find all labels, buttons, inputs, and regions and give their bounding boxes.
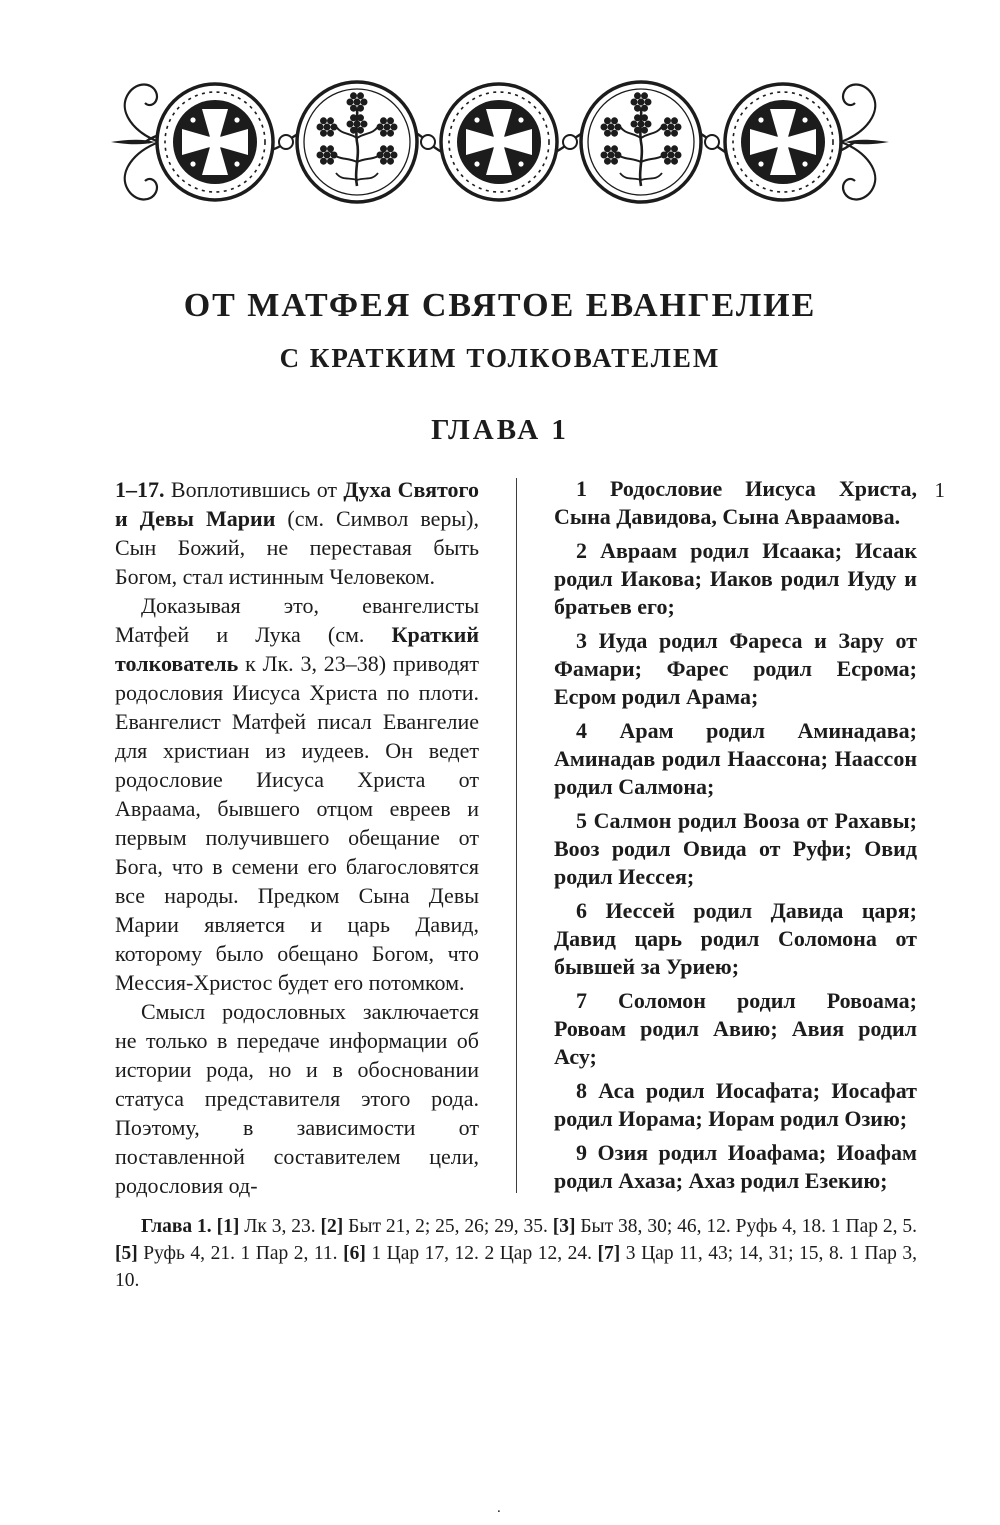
page-bottom-mark: . — [497, 1500, 501, 1516]
verse-text: Арам родил Аминадава; Аминадав родил Наассона; Наассон родил Салмона; — [554, 718, 918, 800]
verse-number: 1 — [576, 476, 587, 502]
commentary-paragraph-1: 1–17. Воплотившись от Духа Святого и Девы Марии (см. Символ веры), Сын Божий, не переставая быть Богом, стал истинным Человеком. — [115, 477, 479, 590]
header-ornament — [105, 56, 895, 228]
verse-7 — [554, 987, 917, 1071]
verse-number: 6 — [576, 898, 587, 924]
verse-text: Аса родил Иосафата; Иосафат родил Иорама; Иорам родил Озию; — [554, 1078, 917, 1132]
verse-text: Авраам родил Исаака; Исаак родил Иакова; Иаков родил Иуду и братьев его; — [554, 538, 917, 620]
verse-text: Иессей родил Давида царя; Давид царь родил Соломона от бывшей за Уриею; — [554, 898, 918, 980]
verse-3 — [554, 627, 917, 711]
verse-text: Соломон родил Ровоама; Ровоам родил Авию; Авия родил Асу; — [554, 988, 917, 1070]
margin-verse-number: 1 — [934, 478, 945, 503]
verse-5 — [554, 807, 917, 891]
verse-number: 9 — [576, 1140, 587, 1166]
verse-number: 2 — [576, 538, 587, 564]
ornament-band-graphic — [105, 56, 895, 228]
verse-2 — [554, 537, 917, 621]
floral-medallion-icon — [297, 82, 417, 202]
book-title: ОТ МАТФЕЯ СВЯТОЕ ЕВАНГЕЛИЕ — [183, 287, 817, 324]
verse-4 — [554, 717, 917, 801]
verse-9 — [554, 1139, 917, 1195]
chapter-heading: ГЛАВА 1 — [431, 414, 569, 447]
verse-8 — [554, 1077, 917, 1133]
cross-medallion-icon — [441, 84, 557, 200]
verse-1 — [554, 475, 945, 531]
commentary-column — [115, 475, 479, 1201]
verse-text: Родословие Иисуса Христа, Сына Давидова, Сына Авраамова. — [554, 476, 918, 530]
verse-text: Озия родил Иоафама; Иоафам родил Ахаза; Ахаз родил Езекию; — [554, 1140, 917, 1194]
gospel-column — [554, 475, 945, 1201]
floral-medallion-icon — [581, 82, 701, 202]
verse-text: Салмон родил Вооза от Рахавы; Вооз родил Овида от Руфи; Овид родил Иессея; — [554, 808, 917, 890]
cross-medallion-icon — [725, 84, 841, 200]
text-columns — [115, 475, 945, 1201]
verse-number: 4 — [576, 718, 587, 744]
verse-text: Иуда родил Фареса и Зару от Фамари; Фарес родил Есрома; Есром родил Арама; — [554, 628, 917, 710]
verse-6 — [554, 897, 917, 981]
column-divider — [516, 478, 517, 1193]
cross-medallion-icon — [157, 84, 273, 200]
verse-number: 8 — [576, 1078, 587, 1104]
verse-number: 5 — [576, 808, 587, 834]
verse-number: 3 — [576, 628, 587, 654]
book-page — [0, 56, 1000, 1516]
footnotes: Глава 1. [1] Лк 3, 23. [2] Быт 21, 2; 25, 26; 29, 35. [3] Быт 38, 30; 46, 12. Руфь 4, 18. 1 Пар 2, 5. [5] Руфь 4, 21. 1 Пар 2, 11. [6] 1 Цар 17, 12. 2 Цар 12, 24. [7] 3 Цар 11, 43; 14, 31; 15, 8. 1 Пар 3, 10. — [115, 1216, 918, 1292]
verse-number: 7 — [576, 988, 587, 1014]
commentary-paragraph-3: Смысл родословных заключается не только в передаче информации об истории рода, но и в обосновании статуса представителя этого рода. Поэтому, в зависимости от поставленной составителем цели, родословия од- — [115, 999, 479, 1199]
commentary-paragraph-2: Доказывая это, евангелисты Матфей и Лука (см. Краткий толкователь к Лк. 3, 23–38) приводят родословия Иисуса Христа по плоти. Евангелист Матфей писал Евангелие для христиан из иудеев. Он ведет родословие Иисуса Христа от Авраама, бывшего отцом евреев и первым получившего обещание от Бога, что в семени его благословятся все народы. Предком Сына Девы Марии является и царь Давид, которому было обещано Богом, что Мессия-Христос будет его потомком. — [115, 593, 479, 996]
book-subtitle: С КРАТКИМ ТОЛКОВАТЕЛЕМ — [279, 343, 721, 374]
